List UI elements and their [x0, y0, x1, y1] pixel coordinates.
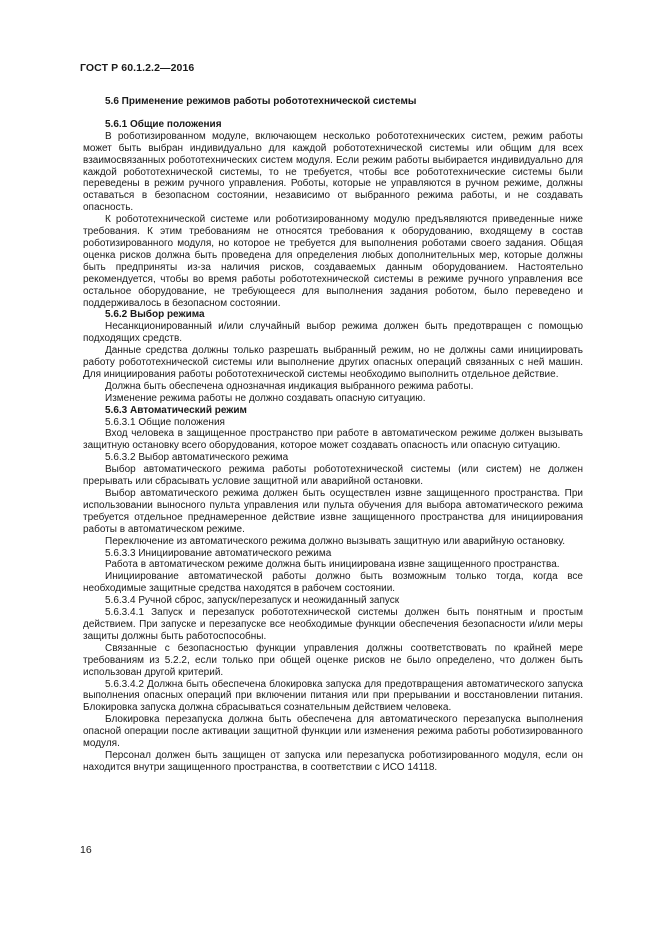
item-title: 5.6.3.1 Общие положения [105, 416, 225, 428]
paragraph: Изменение режима работы не должно создавать опасную ситуацию. [105, 392, 426, 404]
paragraph: Выбор автоматического режима работы робототехнической системы (или систем) не должен прерывать или сбрасывать условие защитной или аварийной остановки. [83, 464, 583, 488]
paragraph: К робототехнической системе или роботизированному модулю предъявляются приведенные ниже требования. К этим требованиям не относятся требования к оборудованию, входящему в состав роботизированного модуля, но которое не требуется для выполнения роботами своего задания. Общая оценка рисков должна быть проведена для определения любых дополнительных мер, которые должны быть предприняты из-за наличия рисков, создаваемых данным оборудованием. Настоятельно рекомендуется, чтобы во время работы робототехнической системы в режиме ручного управления все остальное оборудование, не требующееся для выполнения задания роботом, было переведено и поддерживалось в безопасном состоянии. [83, 214, 583, 309]
item-title: 5.6.3.4 Ручной сброс, запуск/перезапуск и неожиданный запуск [105, 595, 400, 607]
paragraph: Связанные с безопасностью функции управления должны соответствовать по крайней мере требованиям из 5.2.2, если только при общей оценке рисков не было определено, что должен быть использован другой критерий. [83, 642, 583, 678]
paragraph: Инициирование автоматической работы должно быть возможным только тогда, когда все необходимые защитные средства находятся в рабочем состоянии. [83, 571, 583, 595]
paragraph: В роботизированном модуле, включающем несколько робототехнических систем, режим работы может быть выбран индивидуально для каждой робототехнической системы или общим для всех взаимосвязанных робототехнических систем модуля. Если режим работы выбирается индивидуально для каждой робототехнической системы, то не требуется, чтобы все робототехнические системы были переведены в режим ручного управления. Роботы, которые не управляются в ручном режиме, должны оставаться в безопасном состоянии, независимо от выбранного режима работы, и не создавать опасность. [83, 130, 583, 214]
document-body [83, 96, 583, 774]
paragraph: Несанкционированный и/или случайный выбор режима должен быть предотвращен с помощью подходящих средств. [83, 321, 583, 345]
item-title: 5.6.3.3 Инициирование автоматического режима [105, 547, 332, 559]
paragraph: Работа в автоматическом режиме должна быть инициирована извне защищенного пространства. [105, 559, 560, 571]
section-title: 5.6 Применение режимов работы робототехнической системы [105, 96, 417, 107]
paragraph: 5.6.3.4.1 Запуск и перезапуск робототехнической системы должен быть понятным и простым действием. При запуске и перезапуске все необходимые функции обеспечения безопасности и/или меры защиты должны быть работоспособны. [83, 607, 583, 642]
paragraph: Блокировка перезапуска должна быть обеспечена для автоматического перезапуска выполнения опасной операции после активации защитной функции или изменения режима работы роботизированного модуля. [83, 714, 583, 750]
paragraph: Переключение из автоматического режима должно вызывать защитную или аварийную остановку. [105, 535, 565, 547]
paragraph: Должна быть обеспечена однозначная индикация выбранного режима работы. [105, 380, 474, 392]
subsection-title: 5.6.3 Автоматический режим [105, 404, 247, 416]
paragraph: 5.6.3.4.2 Должна быть обеспечена блокировка запуска для предотвращения автоматического запуска выполнения опасных операций при включении питания или при прерывании и восстановлении питания. Блокировка запуска должна сбрасываться сознательным действием человека. [83, 678, 583, 714]
standard-header: ГОСТ Р 60.1.2.2—2016 [80, 62, 195, 74]
paragraph: Выбор автоматического режима должен быть осуществлен извне защищенного пространства. При использовании выносного пульта управления или пульта обучения для выбора автоматического режима требуется отдельное преднамеренное действие извне защищенного пространства для инициирования работы в автоматическом режиме. [83, 488, 583, 535]
subsection-title: 5.6.1 Общие положения [105, 118, 222, 130]
paragraph: Вход человека в защищенное пространство при работе в автоматическом режиме должен вызывать защитную остановку всего оборудования, которое может создавать опасность или опасную ситуацию. [83, 428, 583, 452]
item-title: 5.6.3.2 Выбор автоматического режима [105, 452, 289, 464]
paragraph: Данные средства должны только разрешать выбранный режим, но не должны сами инициировать работу робототехнической системы или выполнение других опасных операций связанных с ней машин. Для инициирования работы робототехнической системы необходимо выполнить отдельное действие. [83, 345, 583, 380]
paragraph: Персонал должен быть защищен от запуска или перезапуска роботизированного модуля, если он находится внутри защищенного пространства, в соответствии с ИСО 14118. [83, 749, 583, 773]
page-number: 16 [80, 844, 92, 856]
subsection-title: 5.6.2 Выбор режима [105, 309, 205, 321]
